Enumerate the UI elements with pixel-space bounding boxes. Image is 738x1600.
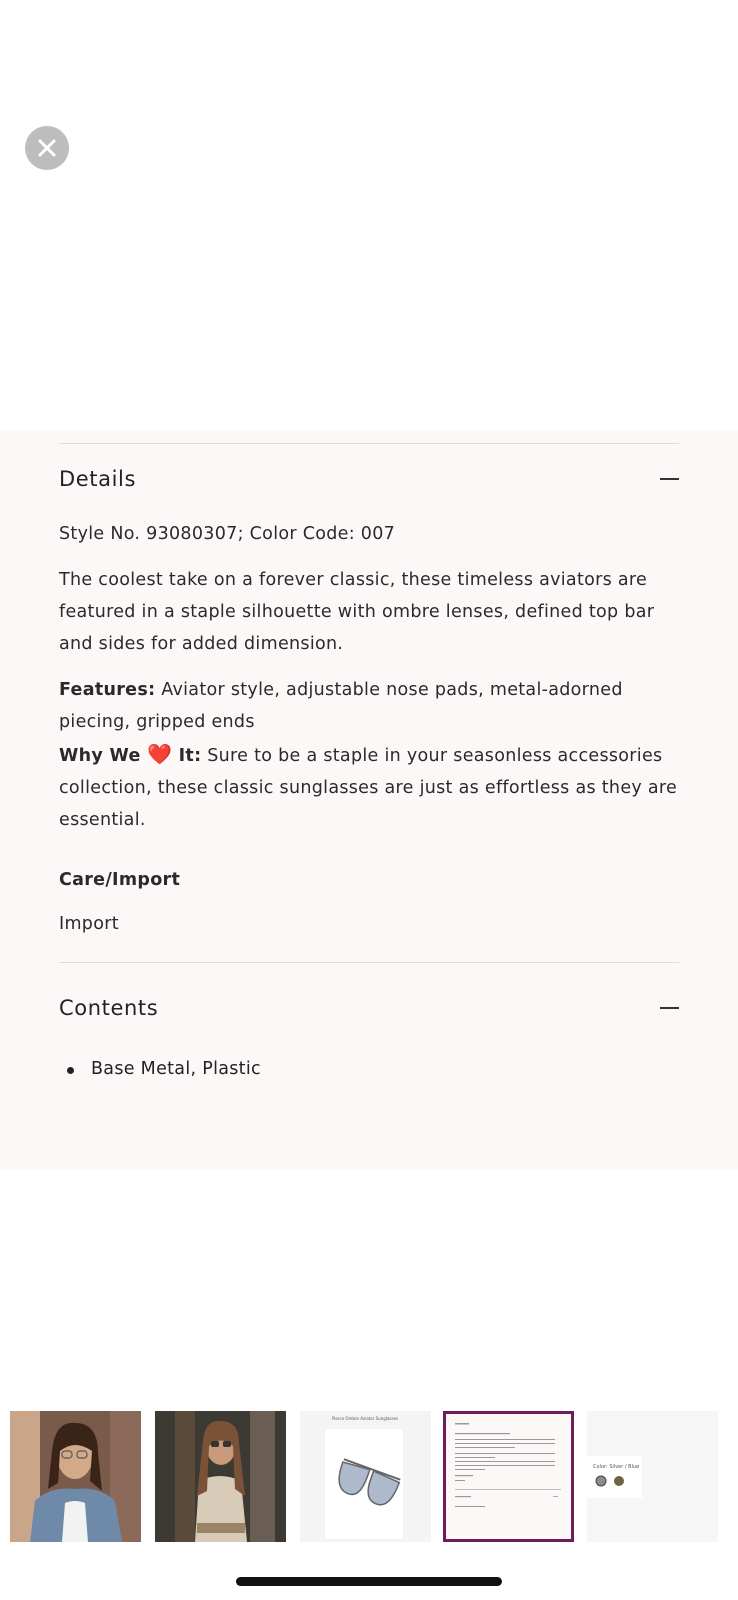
thumbnail-details[interactable] [443, 1411, 574, 1542]
close-icon [36, 137, 58, 159]
style-number: Style No. 93080307; Color Code: 007 [59, 524, 396, 544]
thumbnail-model-denim[interactable] [10, 1411, 141, 1542]
thumbnail-sunglasses[interactable] [300, 1411, 431, 1542]
collapse-icon[interactable] [660, 1007, 679, 1009]
why-we-love-paragraph [59, 738, 679, 836]
contents-list [59, 1055, 679, 1083]
divider [59, 962, 679, 963]
features-paragraph [59, 674, 679, 738]
close-button[interactable] [25, 126, 69, 170]
thumbnail-strip [10, 1411, 728, 1542]
thumbnail-swatches[interactable] [587, 1411, 718, 1542]
details-title: Details [59, 467, 137, 491]
features-text: Aviator style, adjustable nose pads, metal-adorned piecing, gripped ends [59, 680, 623, 732]
features-label: Features: [59, 680, 156, 700]
thumbnail-model-tank[interactable] [155, 1411, 286, 1542]
details-sheet [0, 430, 738, 1170]
care-heading: Care/Import [59, 870, 181, 890]
list-item: Base Metal, Plastic [59, 1055, 679, 1083]
care-text: Import [59, 914, 119, 934]
why-label: Why We ❤️ It: [59, 742, 202, 766]
heart-icon: ❤️ [147, 742, 173, 766]
thumbnail-caption: Pierce Ombre Aviator Sunglasses [331, 1416, 399, 1421]
contents-title: Contents [59, 996, 159, 1020]
details-header[interactable] [59, 464, 679, 494]
home-indicator [236, 1577, 502, 1586]
divider [59, 443, 679, 444]
why-text: Sure to be a staple in your seasonless accessories collection, these classic sunglasses are just as effortless as they are essential. [59, 746, 678, 830]
contents-header[interactable] [59, 993, 679, 1023]
collapse-icon[interactable] [660, 478, 679, 480]
swatch-caption: Color: Silver / Blue [593, 1464, 640, 1470]
product-description: The coolest take on a forever classic, these timeless aviators are featured in a staple silhouette with ombre lenses, defined top bar and sides for added dimension. [59, 570, 655, 654]
